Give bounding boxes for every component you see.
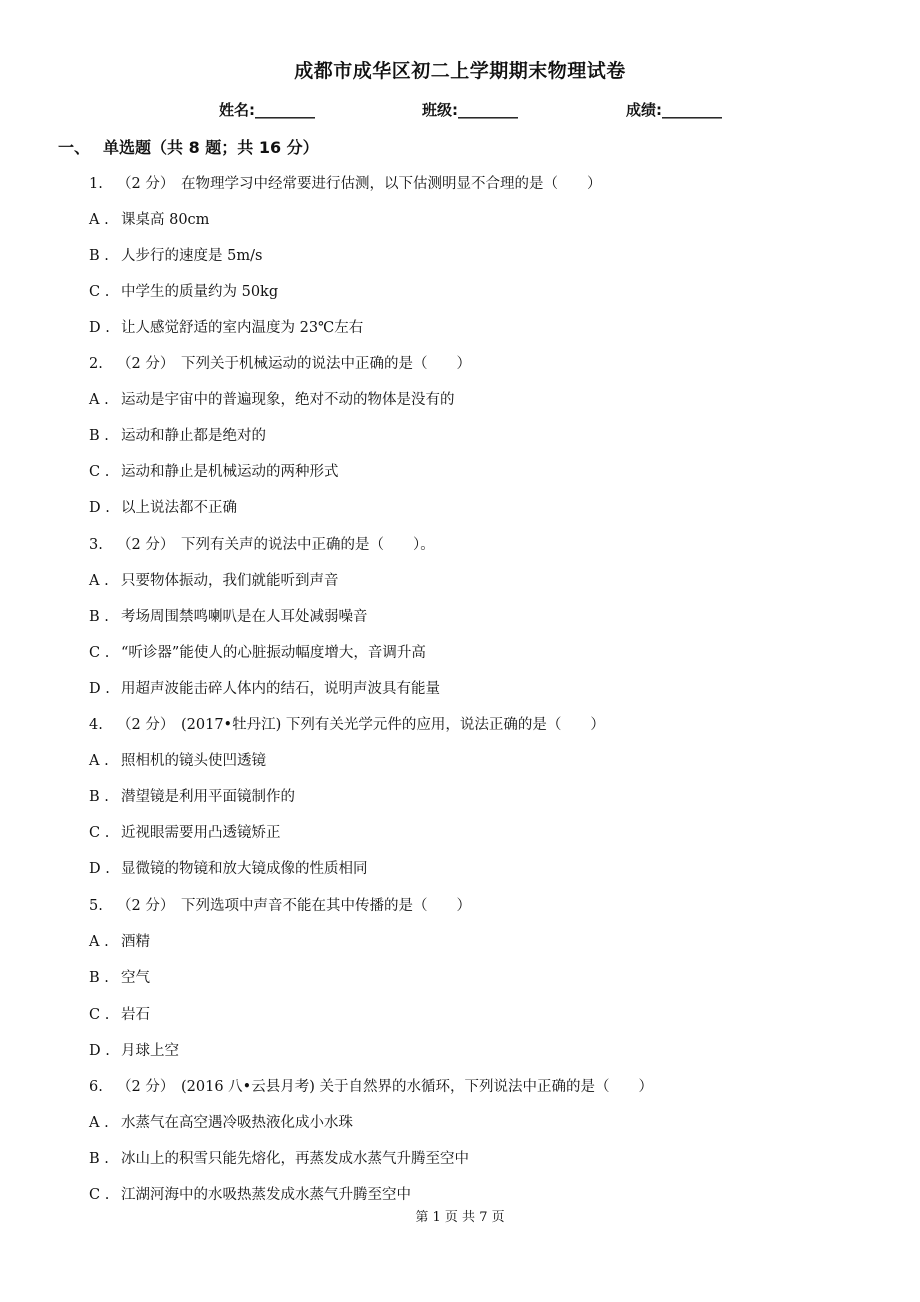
option-text: 潜望镜是利用平面镜制作的 xyxy=(121,789,295,805)
question-points: （2 分） xyxy=(117,717,175,733)
question-stem: (2017•牡丹江) 下列有关光学元件的应用，说法正确的是（ ） xyxy=(181,717,605,733)
page-footer: 第 1 页 共 7 页 xyxy=(415,1210,505,1225)
option-text: 运动和静止是机械运动的两种形式 xyxy=(121,464,339,480)
option-letter: A . xyxy=(89,573,109,589)
option-5c xyxy=(89,1004,150,1026)
question-2 xyxy=(89,353,471,375)
question-4 xyxy=(89,714,605,736)
score-field: 成绩:________ xyxy=(626,101,722,119)
option-1b xyxy=(89,245,262,267)
option-letter: D . xyxy=(89,320,110,336)
option-text: 江湖河海中的水吸热蒸发成水蒸气升腾至空中 xyxy=(121,1187,411,1203)
question-3 xyxy=(89,534,435,556)
exam-title: 成都市成华区初二上学期期末物理试卷 xyxy=(294,60,626,82)
option-text: “听诊器”能使人的心脏振动幅度增大，音调升高 xyxy=(121,645,426,661)
option-6b xyxy=(89,1148,469,1170)
option-letter: A . xyxy=(89,212,109,228)
option-letter: D . xyxy=(89,1043,110,1059)
option-text: 考场周围禁鸣喇叭是在人耳处减弱噪音 xyxy=(121,609,368,625)
option-text: 水蒸气在高空遇冷吸热液化成小水珠 xyxy=(121,1115,353,1131)
question-number: 5. xyxy=(89,898,103,914)
class-field: 班级:________ xyxy=(422,101,518,119)
option-1c xyxy=(89,281,278,303)
question-number: 3. xyxy=(89,537,103,553)
option-letter: B . xyxy=(89,1151,109,1167)
option-text: 人步行的速度是 5m/s xyxy=(121,248,263,264)
option-2d xyxy=(89,497,237,519)
option-letter: B . xyxy=(89,970,109,986)
option-text: 酒精 xyxy=(121,934,150,950)
option-4b xyxy=(89,786,295,808)
question-points: （2 分） xyxy=(117,176,175,192)
option-1d xyxy=(89,317,363,339)
option-3c xyxy=(89,642,426,664)
option-text: 运动和静止都是绝对的 xyxy=(121,428,266,444)
question-stem: 下列关于机械运动的说法中正确的是（ ） xyxy=(181,356,471,372)
option-3b xyxy=(89,606,368,628)
option-letter: B . xyxy=(89,428,109,444)
option-letter: A . xyxy=(89,753,109,769)
option-text: 冰山上的积雪只能先熔化，再蒸发成水蒸气升腾至空中 xyxy=(121,1151,469,1167)
option-letter: B . xyxy=(89,789,109,805)
option-5a xyxy=(89,931,150,953)
option-text: 近视眼需要用凸透镜矫正 xyxy=(121,825,281,841)
option-4c xyxy=(89,822,281,844)
section-label: 单选题（共 8 题；共 16 分） xyxy=(103,138,319,157)
question-stem: 在物理学习中经常要进行估测，以下估测明显不合理的是（ ） xyxy=(181,176,602,192)
section-number: 一、 xyxy=(58,138,91,157)
option-5b xyxy=(89,967,150,989)
option-letter: D . xyxy=(89,681,110,697)
question-6 xyxy=(89,1076,653,1098)
option-text: 只要物体振动，我们就能听到声音 xyxy=(121,573,339,589)
question-points: （2 分） xyxy=(117,1079,175,1095)
option-letter: C . xyxy=(89,1007,110,1023)
option-text: 用超声波能击碎人体内的结石，说明声波具有能量 xyxy=(121,681,440,697)
option-text: 让人感觉舒适的室内温度为 23℃左右 xyxy=(121,320,364,336)
option-text: 课桌高 80cm xyxy=(121,212,210,228)
option-letter: A . xyxy=(89,934,109,950)
question-number: 6. xyxy=(89,1079,103,1095)
question-number: 2. xyxy=(89,356,103,372)
name-field: 姓名:________ xyxy=(219,101,315,119)
option-letter: D . xyxy=(89,861,110,877)
option-2c xyxy=(89,461,339,483)
option-letter: C . xyxy=(89,284,110,300)
option-5d xyxy=(89,1040,179,1062)
question-1 xyxy=(89,173,602,195)
option-3a xyxy=(89,570,339,592)
question-number: 1. xyxy=(89,176,103,192)
option-1a xyxy=(89,209,209,231)
option-text: 月球上空 xyxy=(121,1043,179,1059)
option-text: 运动是宇宙中的普遍现象，绝对不动的物体是没有的 xyxy=(121,392,455,408)
question-number: 4. xyxy=(89,717,103,733)
option-2a xyxy=(89,389,455,411)
question-points: （2 分） xyxy=(117,356,175,372)
option-2b xyxy=(89,425,266,447)
option-6c xyxy=(89,1184,411,1206)
question-stem: 下列有关声的说法中正确的是（ ）。 xyxy=(181,537,435,553)
question-points: （2 分） xyxy=(117,537,175,553)
option-text: 显微镜的物镜和放大镜成像的性质相同 xyxy=(121,861,368,877)
option-letter: A . xyxy=(89,392,109,408)
option-letter: A . xyxy=(89,1115,109,1131)
option-text: 岩石 xyxy=(121,1007,150,1023)
option-3d xyxy=(89,678,440,700)
option-letter: C . xyxy=(89,1187,110,1203)
question-5 xyxy=(89,895,471,917)
option-6a xyxy=(89,1112,353,1134)
option-text: 以上说法都不正确 xyxy=(121,500,237,516)
option-letter: C . xyxy=(89,825,110,841)
option-letter: C . xyxy=(89,464,110,480)
option-4d xyxy=(89,858,368,880)
option-letter: B . xyxy=(89,248,109,264)
option-text: 中学生的质量约为 50kg xyxy=(121,284,279,300)
question-stem: (2016 八•云县月考) 关于自然界的水循环，下列说法中正确的是（ ） xyxy=(181,1079,653,1095)
option-letter: B . xyxy=(89,609,109,625)
section-heading xyxy=(58,136,319,160)
question-points: （2 分） xyxy=(117,898,175,914)
option-text: 照相机的镜头使凹透镜 xyxy=(121,753,266,769)
option-letter: D . xyxy=(89,500,110,516)
question-stem: 下列选项中声音不能在其中传播的是（ ） xyxy=(181,898,471,914)
option-letter: C . xyxy=(89,645,110,661)
option-text: 空气 xyxy=(121,970,150,986)
option-4a xyxy=(89,750,266,772)
